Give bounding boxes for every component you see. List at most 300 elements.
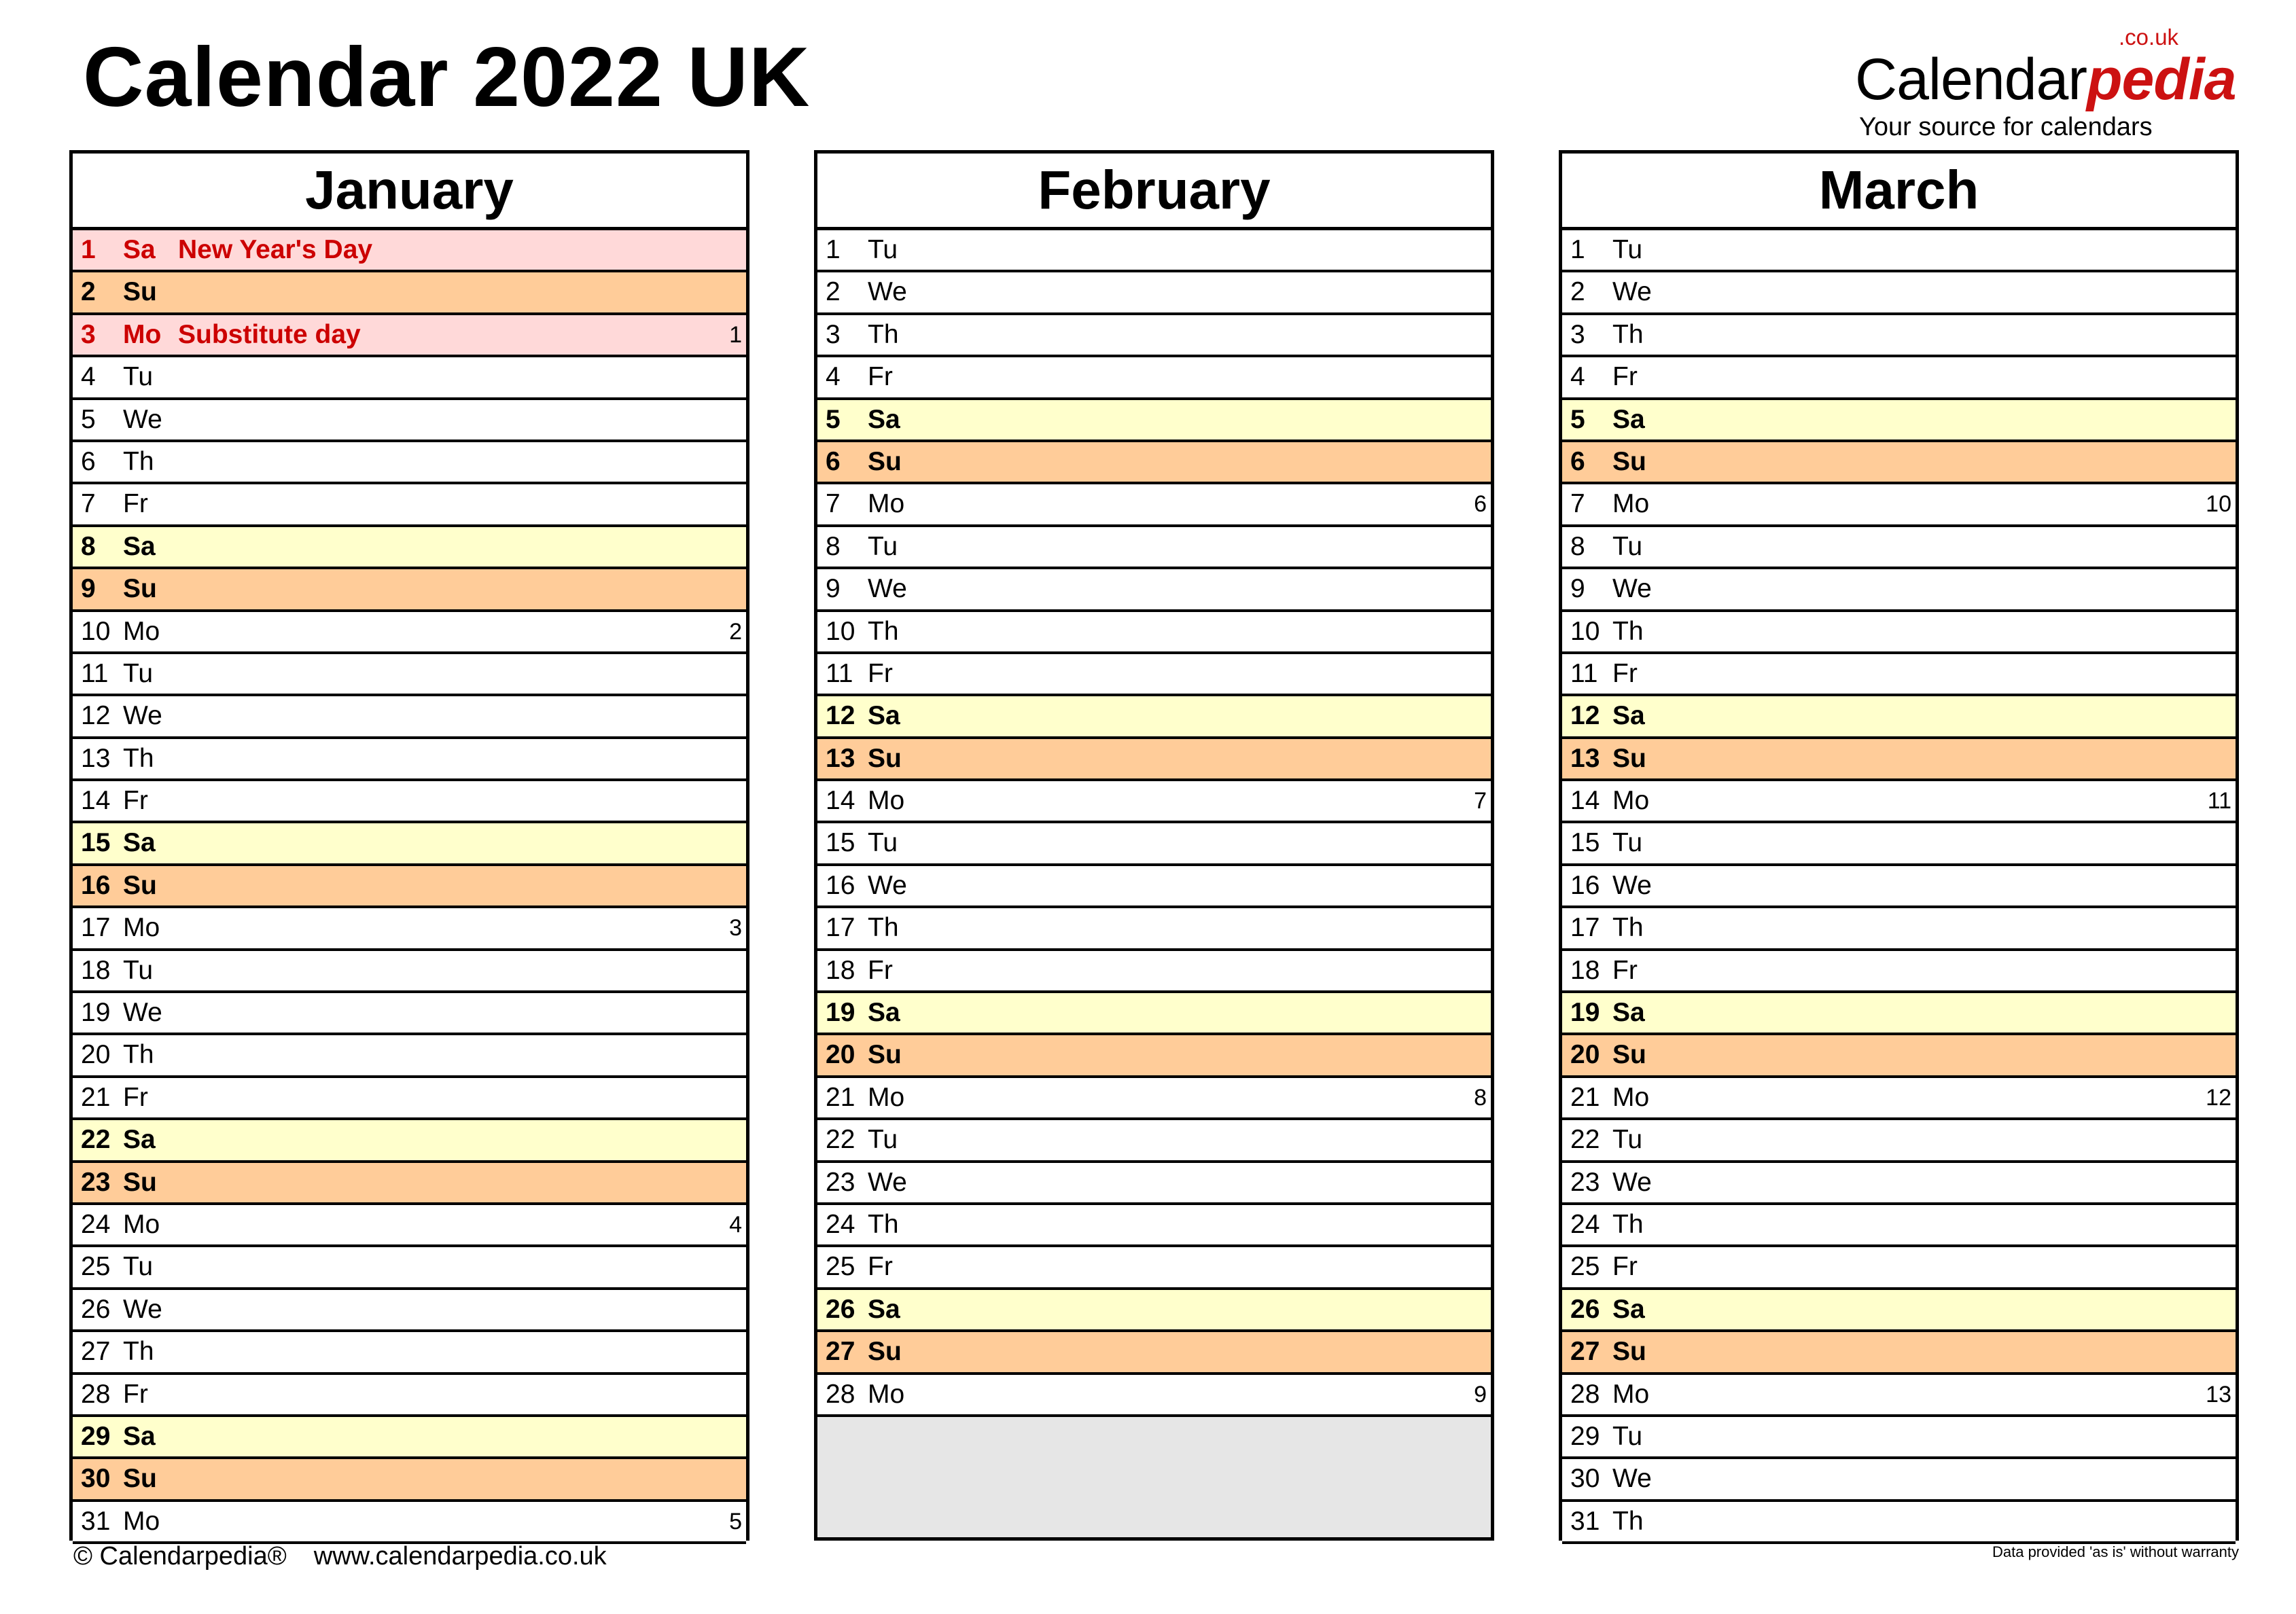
day-number: 1 xyxy=(81,235,96,264)
weekday: Fr xyxy=(123,489,148,519)
weekday: Th xyxy=(1612,1209,1644,1239)
day-row[interactable] xyxy=(73,1247,746,1289)
day-number: 13 xyxy=(81,743,111,773)
day-row[interactable] xyxy=(817,908,1491,950)
weekday: Th xyxy=(123,1337,154,1367)
day-row[interactable] xyxy=(817,400,1491,442)
day-row[interactable] xyxy=(817,1078,1491,1120)
weekday: Mo xyxy=(123,913,160,943)
day-number: 2 xyxy=(826,277,841,307)
day-row[interactable] xyxy=(73,1035,746,1077)
day-number: 22 xyxy=(826,1125,855,1155)
day-row[interactable] xyxy=(1562,1375,2236,1417)
day-number: 5 xyxy=(826,404,841,434)
day-row[interactable] xyxy=(1562,696,2236,738)
day-number: 2 xyxy=(1570,277,1585,307)
day-row[interactable] xyxy=(73,400,746,442)
weekday: We xyxy=(123,1294,162,1324)
day-row[interactable] xyxy=(73,1290,746,1332)
weekday: Su xyxy=(1612,743,1646,773)
day-number: 23 xyxy=(81,1167,111,1197)
weekday: Sa xyxy=(123,531,156,561)
day-row[interactable] xyxy=(1562,739,2236,781)
day-row[interactable] xyxy=(1562,1078,2236,1120)
weekday: Mo xyxy=(1612,489,1650,519)
weekday: Th xyxy=(868,1209,899,1239)
day-number: 1 xyxy=(826,235,841,264)
day-row[interactable] xyxy=(1562,1163,2236,1205)
weekday: Th xyxy=(1612,319,1644,349)
day-row[interactable] xyxy=(1562,866,2236,908)
day-row[interactable] xyxy=(817,1375,1491,1417)
weekday: Mo xyxy=(1612,1379,1650,1409)
logo-pedia: pedia xyxy=(2087,47,2236,112)
day-row[interactable] xyxy=(1562,569,2236,611)
weekday: Su xyxy=(123,1167,157,1197)
day-row[interactable] xyxy=(1562,612,2236,654)
weekday: Tu xyxy=(1612,828,1643,858)
day-number: 14 xyxy=(826,786,855,816)
day-row[interactable] xyxy=(1562,1332,2236,1374)
day-number: 21 xyxy=(81,1082,111,1112)
weekday: Mo xyxy=(123,319,162,349)
day-number: 25 xyxy=(1570,1252,1600,1282)
calendarpedia-logo[interactable] xyxy=(1855,24,2263,145)
day-row[interactable] xyxy=(1562,1247,2236,1289)
day-row[interactable] xyxy=(73,866,746,908)
week-number: 7 xyxy=(1474,788,1487,814)
weekday: Tu xyxy=(868,531,898,561)
day-number: 6 xyxy=(1570,446,1585,476)
week-number: 5 xyxy=(729,1508,742,1535)
weekday: Sa xyxy=(123,1421,156,1451)
weekday: Fr xyxy=(1612,658,1638,688)
day-number: 29 xyxy=(1570,1421,1600,1451)
day-number: 31 xyxy=(1570,1506,1600,1536)
day-number: 30 xyxy=(1570,1464,1600,1494)
day-row[interactable] xyxy=(817,272,1491,315)
weekday: Fr xyxy=(123,786,148,816)
weekday: We xyxy=(123,404,162,434)
weekday: Tu xyxy=(1612,1421,1643,1451)
weekday: We xyxy=(868,277,907,307)
day-row[interactable] xyxy=(817,1120,1491,1162)
week-number: 8 xyxy=(1474,1084,1487,1111)
day-number: 28 xyxy=(81,1379,111,1409)
day-row[interactable] xyxy=(73,908,746,950)
month-march xyxy=(1559,150,2239,1541)
day-number: 29 xyxy=(81,1421,111,1451)
day-row[interactable] xyxy=(817,1332,1491,1374)
day-row[interactable] xyxy=(817,951,1491,993)
weekday: Sa xyxy=(123,828,156,858)
day-row[interactable] xyxy=(1562,484,2236,526)
weekday: Fr xyxy=(868,658,893,688)
logo-tagline: Your source for calendars xyxy=(1859,113,2153,141)
day-number: 18 xyxy=(1570,955,1600,985)
day-number: 11 xyxy=(81,658,109,688)
month-title: March xyxy=(1562,154,2236,230)
day-row[interactable] xyxy=(817,1163,1491,1205)
weekday: We xyxy=(123,998,162,1028)
day-number: 24 xyxy=(826,1209,855,1239)
weekday: Mo xyxy=(123,616,160,646)
day-row[interactable] xyxy=(1562,1417,2236,1459)
day-number: 10 xyxy=(826,616,855,646)
day-row[interactable] xyxy=(73,1502,746,1544)
day-row[interactable] xyxy=(817,993,1491,1035)
day-number: 12 xyxy=(826,701,855,731)
weekday: Mo xyxy=(868,1379,905,1409)
weekday: We xyxy=(1612,870,1652,900)
day-number: 9 xyxy=(826,574,841,604)
weekday: Th xyxy=(868,913,899,943)
day-number: 31 xyxy=(81,1506,111,1536)
day-row[interactable] xyxy=(73,1332,746,1374)
day-number: 13 xyxy=(1570,743,1600,773)
day-row[interactable] xyxy=(817,612,1491,654)
day-row[interactable] xyxy=(817,442,1491,484)
weekday: Su xyxy=(1612,1337,1646,1367)
day-row[interactable] xyxy=(817,781,1491,823)
day-number: 18 xyxy=(81,955,111,985)
day-number: 5 xyxy=(81,404,96,434)
weekday: Mo xyxy=(123,1209,160,1239)
day-number: 26 xyxy=(1570,1294,1600,1324)
day-row[interactable] xyxy=(1562,1502,2236,1544)
day-number: 7 xyxy=(1570,489,1585,519)
day-row[interactable] xyxy=(1562,442,2236,484)
day-number: 20 xyxy=(826,1040,855,1070)
day-row[interactable] xyxy=(73,1078,746,1120)
day-row[interactable] xyxy=(73,739,746,781)
day-row[interactable] xyxy=(817,1290,1491,1332)
day-number: 4 xyxy=(1570,362,1585,392)
day-number: 21 xyxy=(1570,1082,1600,1112)
weekday: Tu xyxy=(123,362,154,392)
day-number: 23 xyxy=(826,1167,855,1197)
day-row[interactable] xyxy=(73,315,746,357)
day-number: 7 xyxy=(826,489,841,519)
day-row[interactable] xyxy=(73,1417,746,1459)
day-number: 15 xyxy=(81,828,111,858)
day-row[interactable] xyxy=(817,527,1491,569)
day-number: 3 xyxy=(81,319,96,349)
day-row[interactable] xyxy=(817,866,1491,908)
day-list xyxy=(1562,230,2236,1544)
day-number: 17 xyxy=(81,913,111,943)
weekday: Tu xyxy=(123,1252,154,1282)
week-number: 13 xyxy=(2206,1381,2231,1407)
weekday: Su xyxy=(868,446,902,476)
day-row[interactable] xyxy=(1562,357,2236,399)
day-number: 27 xyxy=(81,1337,111,1367)
day-number: 17 xyxy=(826,913,855,943)
day-row[interactable] xyxy=(73,272,746,315)
day-row[interactable] xyxy=(73,993,746,1035)
day-number: 26 xyxy=(826,1294,855,1324)
week-number: 11 xyxy=(2207,788,2231,814)
weekday: Fr xyxy=(1612,362,1638,392)
weekday: Fr xyxy=(123,1082,148,1112)
day-row[interactable] xyxy=(73,696,746,738)
copyright: © Calendarpedia® xyxy=(73,1542,287,1571)
weekday: Mo xyxy=(1612,1082,1650,1112)
day-number: 18 xyxy=(826,955,855,985)
day-number: 14 xyxy=(1570,786,1600,816)
disclaimer: Data provided 'as is' without warranty xyxy=(1992,1543,2239,1560)
day-row[interactable] xyxy=(1562,993,2236,1035)
day-row[interactable] xyxy=(817,357,1491,399)
week-number: 9 xyxy=(1474,1381,1487,1407)
day-row[interactable] xyxy=(817,1035,1491,1077)
day-number: 23 xyxy=(1570,1167,1600,1197)
weekday: Th xyxy=(123,1040,154,1070)
day-row[interactable] xyxy=(73,781,746,823)
weekday: Sa xyxy=(868,404,900,434)
weekday: Su xyxy=(1612,1040,1646,1070)
day-row[interactable] xyxy=(73,442,746,484)
month-february xyxy=(814,150,1494,1541)
weekday: Sa xyxy=(868,998,900,1028)
day-row[interactable] xyxy=(1562,1290,2236,1332)
day-number: 9 xyxy=(81,574,96,604)
day-row[interactable] xyxy=(73,357,746,399)
weekday: Sa xyxy=(868,1294,900,1324)
day-row[interactable] xyxy=(817,823,1491,865)
day-row[interactable] xyxy=(817,654,1491,696)
day-number: 16 xyxy=(826,870,855,900)
weekday: Su xyxy=(868,743,902,773)
day-row[interactable] xyxy=(1562,527,2236,569)
day-number: 25 xyxy=(826,1252,855,1282)
day-number: 5 xyxy=(1570,404,1585,434)
day-row[interactable] xyxy=(817,1247,1491,1289)
day-number: 27 xyxy=(826,1337,855,1367)
day-number: 19 xyxy=(1570,998,1600,1028)
day-number: 7 xyxy=(81,489,96,519)
day-number: 24 xyxy=(1570,1209,1600,1239)
day-number: 30 xyxy=(81,1464,111,1494)
day-row[interactable] xyxy=(73,1163,746,1205)
week-number: 6 xyxy=(1474,491,1487,518)
day-number: 6 xyxy=(826,446,841,476)
day-row[interactable] xyxy=(73,230,746,272)
day-number: 14 xyxy=(81,786,111,816)
weekday: Th xyxy=(1612,913,1644,943)
day-number: 17 xyxy=(1570,913,1600,943)
day-row[interactable] xyxy=(73,951,746,993)
week-number: 2 xyxy=(729,618,742,645)
day-row[interactable] xyxy=(1562,654,2236,696)
weekday: Fr xyxy=(1612,1252,1638,1282)
weekday: Fr xyxy=(1612,955,1638,985)
weekday: Su xyxy=(123,574,157,604)
day-row[interactable] xyxy=(73,1375,746,1417)
day-number: 28 xyxy=(826,1379,855,1409)
weekday: We xyxy=(868,870,907,900)
weekday: Mo xyxy=(868,489,905,519)
weekday: We xyxy=(868,1167,907,1197)
day-row[interactable] xyxy=(1562,1120,2236,1162)
day-number: 11 xyxy=(1570,658,1598,688)
website-link[interactable]: www.calendarpedia.co.uk xyxy=(313,1542,607,1571)
weekday: Tu xyxy=(1612,235,1643,264)
day-number: 12 xyxy=(81,701,111,731)
week-number: 1 xyxy=(729,321,742,348)
day-row[interactable] xyxy=(1562,272,2236,315)
weekday: Fr xyxy=(868,955,893,985)
day-list xyxy=(817,230,1491,1417)
day-row[interactable] xyxy=(1562,908,2236,950)
day-number: 2 xyxy=(81,277,96,307)
week-number: 4 xyxy=(729,1211,742,1238)
day-row[interactable] xyxy=(1562,1459,2236,1501)
day-row[interactable] xyxy=(73,823,746,865)
day-number: 11 xyxy=(826,658,853,688)
day-row[interactable] xyxy=(73,1120,746,1162)
day-row[interactable] xyxy=(1562,1205,2236,1247)
day-row[interactable] xyxy=(73,612,746,654)
holiday-name: New Year's Day xyxy=(178,235,373,264)
weekday: Tu xyxy=(868,828,898,858)
weekday: We xyxy=(1612,1464,1652,1494)
day-row[interactable] xyxy=(817,230,1491,272)
day-row[interactable] xyxy=(1562,823,2236,865)
day-number: 27 xyxy=(1570,1337,1600,1367)
weekday: Sa xyxy=(123,1125,156,1155)
weekday: Tu xyxy=(123,658,154,688)
day-row[interactable] xyxy=(73,569,746,611)
day-number: 20 xyxy=(1570,1040,1600,1070)
weekday: We xyxy=(1612,277,1652,307)
day-row[interactable] xyxy=(1562,230,2236,272)
month-title: January xyxy=(73,154,746,230)
weekday: Su xyxy=(123,277,157,307)
weekday: We xyxy=(1612,1167,1652,1197)
day-row[interactable] xyxy=(817,569,1491,611)
day-row[interactable] xyxy=(817,739,1491,781)
day-number: 28 xyxy=(1570,1379,1600,1409)
day-number: 24 xyxy=(81,1209,111,1239)
weekday: Tu xyxy=(1612,531,1643,561)
weekday: Th xyxy=(868,319,899,349)
weekday: Su xyxy=(123,870,157,900)
weekday: Sa xyxy=(1612,404,1645,434)
day-row[interactable] xyxy=(1562,400,2236,442)
day-number: 1 xyxy=(1570,235,1585,264)
day-number: 8 xyxy=(81,531,96,561)
day-number: 6 xyxy=(81,446,96,476)
day-row[interactable] xyxy=(73,654,746,696)
page-title: Calendar 2022 UK xyxy=(83,31,811,124)
weekday: Mo xyxy=(868,786,905,816)
weekday: We xyxy=(1612,574,1652,604)
day-row[interactable] xyxy=(817,696,1491,738)
weekday: Sa xyxy=(868,701,900,731)
weekday: We xyxy=(868,574,907,604)
day-row[interactable] xyxy=(73,527,746,569)
weekday: Su xyxy=(868,1040,902,1070)
month-january xyxy=(69,150,749,1541)
weekday: Mo xyxy=(123,1506,160,1536)
weekday: Sa xyxy=(1612,701,1645,731)
day-row[interactable] xyxy=(1562,951,2236,993)
weekday: Su xyxy=(1612,446,1646,476)
day-number: 26 xyxy=(81,1294,111,1324)
weekday: Tu xyxy=(868,1125,898,1155)
weekday: Fr xyxy=(868,1252,893,1282)
day-number: 16 xyxy=(1570,870,1600,900)
day-number: 19 xyxy=(81,998,111,1028)
day-number: 13 xyxy=(826,743,855,773)
weekday: Tu xyxy=(868,235,898,264)
day-number: 3 xyxy=(1570,319,1585,349)
month-title: February xyxy=(817,154,1491,230)
day-list xyxy=(73,230,746,1544)
day-row[interactable] xyxy=(817,315,1491,357)
day-number: 12 xyxy=(1570,701,1600,731)
week-number: 3 xyxy=(729,915,742,942)
logo-calendar: Calendar xyxy=(1855,47,2087,112)
logo-domain: .co.uk xyxy=(2119,24,2179,50)
day-number: 10 xyxy=(1570,616,1600,646)
day-row[interactable] xyxy=(73,484,746,526)
day-number: 22 xyxy=(81,1125,111,1155)
day-row[interactable] xyxy=(1562,781,2236,823)
weekday: Tu xyxy=(1612,1125,1643,1155)
day-number: 19 xyxy=(826,998,855,1028)
holiday-name: Substitute day xyxy=(178,319,361,349)
weekday: Sa xyxy=(1612,998,1645,1028)
day-number: 21 xyxy=(826,1082,855,1112)
weekday: Mo xyxy=(1612,786,1650,816)
day-row[interactable] xyxy=(73,1205,746,1247)
weekday: Su xyxy=(123,1464,157,1494)
day-number: 22 xyxy=(1570,1125,1600,1155)
footer-left xyxy=(73,1541,607,1572)
day-number: 16 xyxy=(81,870,111,900)
day-number: 9 xyxy=(1570,574,1585,604)
day-number: 15 xyxy=(1570,828,1600,858)
weekday: Sa xyxy=(123,235,156,264)
weekday: Th xyxy=(1612,616,1644,646)
weekday: Su xyxy=(868,1337,902,1367)
weekday: Th xyxy=(123,743,154,773)
logo-wordmark xyxy=(1855,47,2236,112)
day-row[interactable] xyxy=(1562,1035,2236,1077)
day-number: 25 xyxy=(81,1252,111,1282)
day-number: 8 xyxy=(826,531,841,561)
day-row[interactable] xyxy=(817,1205,1491,1247)
week-number: 10 xyxy=(2206,491,2231,518)
day-number: 20 xyxy=(81,1040,111,1070)
day-row[interactable] xyxy=(817,484,1491,526)
weekday: Tu xyxy=(123,955,154,985)
day-number: 10 xyxy=(81,616,111,646)
day-row[interactable] xyxy=(1562,315,2236,357)
weekday: We xyxy=(123,701,162,731)
weekday: Th xyxy=(868,616,899,646)
weekday: Th xyxy=(1612,1506,1644,1536)
weekday: Fr xyxy=(868,362,893,392)
weekday: Fr xyxy=(123,1379,148,1409)
week-number: 12 xyxy=(2206,1084,2231,1111)
day-row[interactable] xyxy=(73,1459,746,1501)
day-number: 3 xyxy=(826,319,841,349)
day-number: 8 xyxy=(1570,531,1585,561)
weekday: Mo xyxy=(868,1082,905,1112)
